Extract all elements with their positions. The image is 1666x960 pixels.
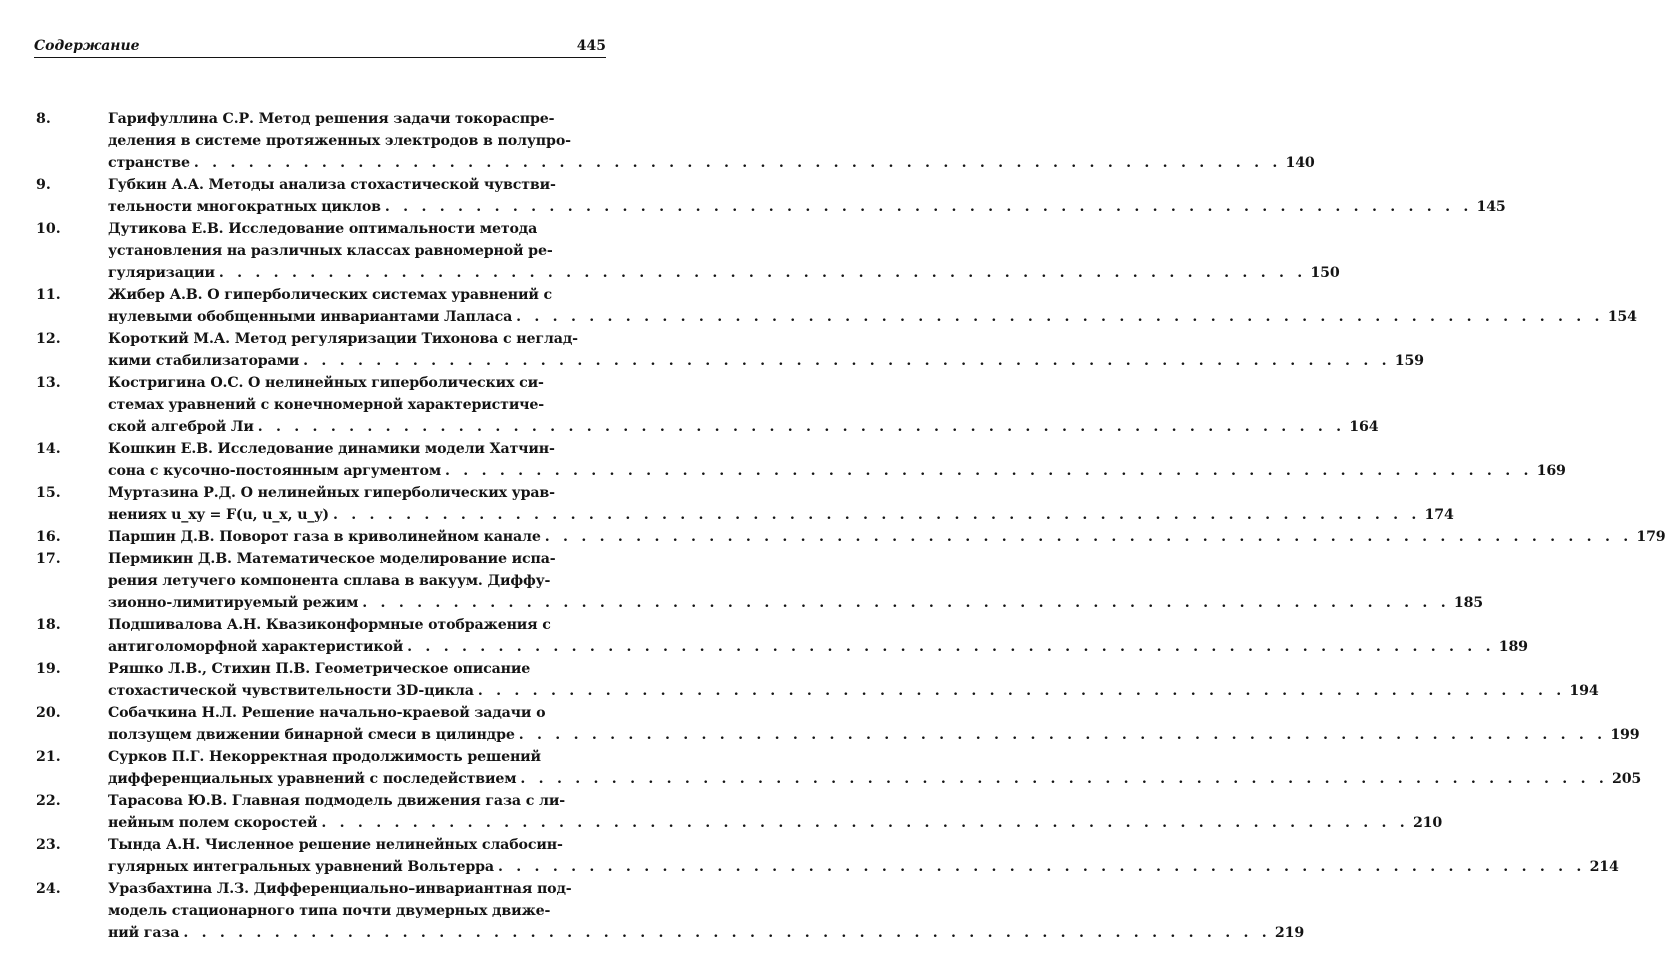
toc-entry-number: 9.	[36, 177, 51, 193]
toc-entry-text	[108, 658, 1599, 702]
dot-leader: . . . . . . . . . . . . . . . . . . . . . . . . . . . . . . . . . . . . . . . . . . . . . . . . . . . . . . . . . . . .	[520, 771, 1608, 787]
toc-entry-line	[108, 900, 606, 922]
toc-page-number: 189	[1498, 639, 1528, 655]
toc-line-text: Тарасова Ю.В. Главная подмодель движения газа с ли-	[108, 793, 565, 809]
toc-entry-line	[108, 526, 1666, 548]
toc-page-number: 194	[1569, 683, 1599, 699]
toc-line-text: антиголоморфной характеристикой	[108, 639, 404, 655]
toc-entry-line	[108, 174, 606, 196]
dot-leader: . . . . . . . . . . . . . . . . . . . . . . . . . . . . . . . . . . . . . . . . . . . . . . . . . . . . . . . . . . . .	[257, 419, 1346, 435]
toc-entry	[0, 218, 1340, 284]
toc-page-number: 179	[1636, 529, 1666, 545]
toc-entry-line	[108, 570, 606, 592]
toc-entry	[0, 174, 1506, 218]
toc-entry	[0, 790, 1443, 834]
toc-entry-line	[108, 834, 606, 856]
toc-page-number: 219	[1274, 925, 1305, 941]
toc-page-number: 185	[1453, 595, 1484, 611]
toc-line-text: нейным полем скоростей	[108, 815, 318, 831]
toc-entry	[0, 108, 1315, 174]
toc-page-number: 174	[1424, 507, 1454, 523]
toc-line-text: нениях u_xy = F(u, u_x, u_y)	[108, 507, 329, 523]
toc-entry	[0, 284, 1637, 328]
toc-line-text: Тында А.Н. Численное решение нелинейных слабосин-	[108, 837, 563, 853]
toc-page-number: 150	[1310, 265, 1340, 281]
toc-page-number: 169	[1536, 463, 1566, 479]
toc-entry-line	[108, 768, 1642, 790]
toc-line-text: ползущем движении бинарной смеси в цилиндре	[108, 727, 515, 743]
dot-leader: . . . . . . . . . . . . . . . . . . . . . . . . . . . . . . . . . . . . . . . . . . . . . . . . . . . . . . . . . . . .	[544, 529, 1633, 545]
toc-line-text: стемах уравнений с конечномерной характеристиче-	[108, 397, 545, 413]
toc-line-text: деления в системе протяженных электродов в полупро-	[108, 133, 571, 149]
toc-entry-line	[108, 328, 606, 350]
toc-entry-line	[108, 240, 606, 262]
toc-entry-number: 11.	[36, 287, 61, 303]
toc-entry	[0, 746, 1642, 790]
toc-entry-number: 21.	[36, 749, 61, 765]
dot-leader: . . . . . . . . . . . . . . . . . . . . . . . . . . . . . . . . . . . . . . . . . . . . . . . . . . . . . . . . . . . .	[362, 595, 1450, 611]
toc-entry-text	[108, 372, 1379, 438]
toc-line-text: Губкин А.А. Методы анализа стохастической чувстви-	[108, 177, 556, 193]
toc-entry-line	[108, 658, 606, 680]
toc-entry-number: 8.	[36, 111, 51, 127]
toc-entry-text	[108, 834, 1619, 878]
toc-entry-number: 19.	[36, 661, 61, 677]
toc-entry	[0, 482, 1454, 526]
dot-leader: . . . . . . . . . . . . . . . . . . . . . . . . . . . . . . . . . . . . . . . . . . . . . . . . . . . . . . . . . . . .	[384, 199, 1473, 215]
toc-line-text: Дутикова Е.В. Исследование оптимальности метода	[108, 221, 538, 237]
toc-line-text: гуляризации	[108, 265, 215, 281]
toc-entry-number: 16.	[36, 529, 61, 545]
toc-page-number: 159	[1394, 353, 1424, 369]
toc-entry	[0, 438, 1566, 482]
toc-entry	[0, 878, 1305, 944]
toc-entry-text	[108, 438, 1566, 482]
table-of-contents	[0, 108, 1666, 944]
toc-entry-number: 10.	[36, 221, 61, 237]
toc-entry-text	[108, 614, 1528, 658]
toc-line-text: Сурков П.Г. Некорректная продолжимость решений	[108, 749, 541, 765]
dot-leader: . . . . . . . . . . . . . . . . . . . . . . . . . . . . . . . . . . . . . . . . . . . . . . . . . . . . . . . . . . . .	[183, 925, 1271, 941]
toc-line-text: Гарифуллина С.Р. Метод решения задачи токораспре-	[108, 111, 555, 127]
toc-entry-line	[108, 394, 606, 416]
dot-leader: . . . . . . . . . . . . . . . . . . . . . . . . . . . . . . . . . . . . . . . . . . . . . . . . . . . . . . . . . . . .	[321, 815, 1409, 831]
header-page-number: 445	[576, 38, 606, 54]
toc-page-number: 214	[1589, 859, 1619, 875]
toc-line-text: Паршин Д.В. Поворот газа в криволинейном канале	[108, 529, 541, 545]
dot-leader: . . . . . . . . . . . . . . . . . . . . . . . . . . . . . . . . . . . . . . . . . . . . . . . . . . . . . . . . . . . .	[477, 683, 1566, 699]
toc-line-text: стохастической чувствительности 3D-цикла	[108, 683, 474, 699]
toc-entry-number: 24.	[36, 881, 61, 897]
toc-entry-line	[108, 702, 606, 724]
toc-page-number: 145	[1476, 199, 1506, 215]
toc-entry-number: 14.	[36, 441, 61, 457]
dot-leader: . . . . . . . . . . . . . . . . . . . . . . . . . . . . . . . . . . . . . . . . . . . . . . . . . . . . . . . . . . . .	[303, 353, 1391, 369]
toc-entry-line	[108, 680, 1599, 702]
dot-leader: . . . . . . . . . . . . . . . . . . . . . . . . . . . . . . . . . . . . . . . . . . . . . . . . . . . . . . . . . . . .	[518, 727, 1607, 743]
toc-entry-line	[108, 856, 1619, 878]
toc-line-text: ний газа	[108, 925, 180, 941]
toc-entry-line	[108, 350, 1424, 372]
toc-line-text: Жибер А.В. О гиперболических системах уравнений с	[108, 287, 553, 303]
toc-entry-text	[108, 328, 1424, 372]
toc-entry-line	[108, 218, 606, 240]
toc-entry-line	[108, 548, 606, 570]
toc-page-number: 199	[1610, 727, 1640, 743]
toc-entry-line	[108, 460, 1566, 482]
toc-line-text: Пермикин Д.В. Математическое моделирование испа-	[108, 551, 556, 567]
dot-leader: . . . . . . . . . . . . . . . . . . . . . . . . . . . . . . . . . . . . . . . . . . . . . . . . . . . . . . . . . . . .	[218, 265, 1307, 281]
toc-entry	[0, 526, 1666, 548]
toc-entry	[0, 702, 1640, 746]
toc-entry-line	[108, 438, 606, 460]
toc-entry-number: 23.	[36, 837, 61, 853]
toc-line-text: тельности многократных циклов	[108, 199, 381, 215]
toc-line-text: сона с кусочно-постоянным аргументом	[108, 463, 442, 479]
dot-leader: . . . . . . . . . . . . . . . . . . . . . . . . . . . . . . . . . . . . . . . . . . . . . . . . . . . . . . . . . . . .	[497, 859, 1586, 875]
toc-line-text: дифференциальных уравнений с последействием	[108, 771, 517, 787]
toc-entry-number: 13.	[36, 375, 61, 391]
toc-entry-line	[108, 152, 1315, 174]
toc-entry-number: 20.	[36, 705, 61, 721]
toc-entry-number: 15.	[36, 485, 61, 501]
toc-entry-line	[108, 196, 1506, 218]
toc-line-text: странстве	[108, 155, 190, 171]
toc-line-text: зионно-лимитируемый режим	[108, 595, 359, 611]
toc-entry-number: 12.	[36, 331, 61, 347]
toc-entry-line	[108, 592, 1484, 614]
dot-leader: . . . . . . . . . . . . . . . . . . . . . . . . . . . . . . . . . . . . . . . . . . . . . . . . . . . . . . . . . . . .	[332, 507, 1421, 523]
toc-entry-text	[108, 174, 1506, 218]
toc-page-number: 210	[1412, 815, 1443, 831]
toc-entry-line	[108, 812, 1443, 834]
toc-line-text: нулевыми обобщенными инвариантами Лапласа	[108, 309, 513, 325]
header-rule	[34, 57, 606, 58]
toc-entry-text	[108, 482, 1454, 526]
toc-line-text: модель стационарного типа почти двумерных движе-	[108, 903, 551, 919]
toc-line-text: Костригина О.С. О нелинейных гиперболических си-	[108, 375, 544, 391]
toc-line-text: Муртазина Р.Д. О нелинейных гиперболических урав-	[108, 485, 555, 501]
toc-entry	[0, 614, 1528, 658]
toc-entry-text	[108, 548, 1484, 614]
dot-leader: . . . . . . . . . . . . . . . . . . . . . . . . . . . . . . . . . . . . . . . . . . . . . . . . . . . . . . . . . . . .	[516, 309, 1604, 325]
dot-leader: . . . . . . . . . . . . . . . . . . . . . . . . . . . . . . . . . . . . . . . . . . . . . . . . . . . . . . . . . . . .	[445, 463, 1533, 479]
toc-page-number: 164	[1349, 419, 1379, 435]
toc-entry-line	[108, 306, 1637, 328]
toc-page-number: 205	[1611, 771, 1642, 787]
toc-entry-text	[108, 702, 1640, 746]
toc-line-text: Короткий М.А. Метод регуляризации Тихонова с неглад-	[108, 331, 578, 347]
toc-entry-line	[108, 746, 606, 768]
toc-entry-text	[108, 108, 1315, 174]
toc-entry	[0, 328, 1424, 372]
toc-line-text: Подшивалова А.Н. Квазиконформные отображения с	[108, 617, 551, 633]
toc-line-text: Кошкин Е.В. Исследование динамики модели Хатчин-	[108, 441, 555, 457]
toc-page-number: 140	[1285, 155, 1315, 171]
toc-entry-line	[108, 636, 1528, 658]
toc-entry	[0, 372, 1379, 438]
toc-entry-line	[108, 416, 1379, 438]
toc-entry-text	[108, 790, 1443, 834]
toc-entry-number: 22.	[36, 793, 61, 809]
dot-leader: . . . . . . . . . . . . . . . . . . . . . . . . . . . . . . . . . . . . . . . . . . . . . . . . . . . . . . . . . . . .	[407, 639, 1495, 655]
toc-entry-line	[108, 108, 606, 130]
toc-entry-line	[108, 130, 606, 152]
toc-line-text: гулярных интегральных уравнений Вольтерра	[108, 859, 494, 875]
toc-line-text: ской алгеброй Ли	[108, 419, 254, 435]
toc-entry	[0, 834, 1619, 878]
toc-entry	[0, 658, 1599, 702]
toc-entry-number: 17.	[36, 551, 61, 567]
toc-page-number: 154	[1607, 309, 1637, 325]
toc-entry-text	[108, 526, 1666, 548]
toc-entry-line	[108, 504, 1454, 526]
toc-entry-line	[108, 724, 1640, 746]
toc-entry-number: 18.	[36, 617, 61, 633]
toc-entry-text	[108, 284, 1637, 328]
running-header	[34, 34, 606, 54]
toc-entry-text	[108, 218, 1340, 284]
toc-entry-line	[108, 284, 606, 306]
toc-line-text: кими стабилизаторами	[108, 353, 300, 369]
toc-entry-text	[108, 746, 1642, 790]
dot-leader: . . . . . . . . . . . . . . . . . . . . . . . . . . . . . . . . . . . . . . . . . . . . . . . . . . . . . . . . . . . .	[193, 155, 1282, 171]
toc-line-text: Уразбахтина Л.З. Дифференциально–инвариантная под-	[108, 881, 572, 897]
toc-line-text: рения летучего компонента сплава в вакуум. Диффу-	[108, 573, 551, 589]
toc-entry-line	[108, 372, 606, 394]
header-title: Содержание	[34, 38, 140, 54]
toc-entry-line	[108, 922, 1305, 944]
toc-line-text: Ряшко Л.В., Стихин П.В. Геометрическое описание	[108, 661, 531, 677]
toc-entry-line	[108, 790, 606, 812]
toc-entry-line	[108, 262, 1340, 284]
toc-entry	[0, 548, 1484, 614]
toc-line-text: установления на различных классах равномерной ре-	[108, 243, 553, 259]
toc-line-text: Собачкина Н.Л. Решение начально-краевой задачи о	[108, 705, 546, 721]
toc-entry-line	[108, 878, 606, 900]
toc-entry-text	[108, 878, 1305, 944]
toc-entry-line	[108, 614, 606, 636]
toc-entry-line	[108, 482, 606, 504]
